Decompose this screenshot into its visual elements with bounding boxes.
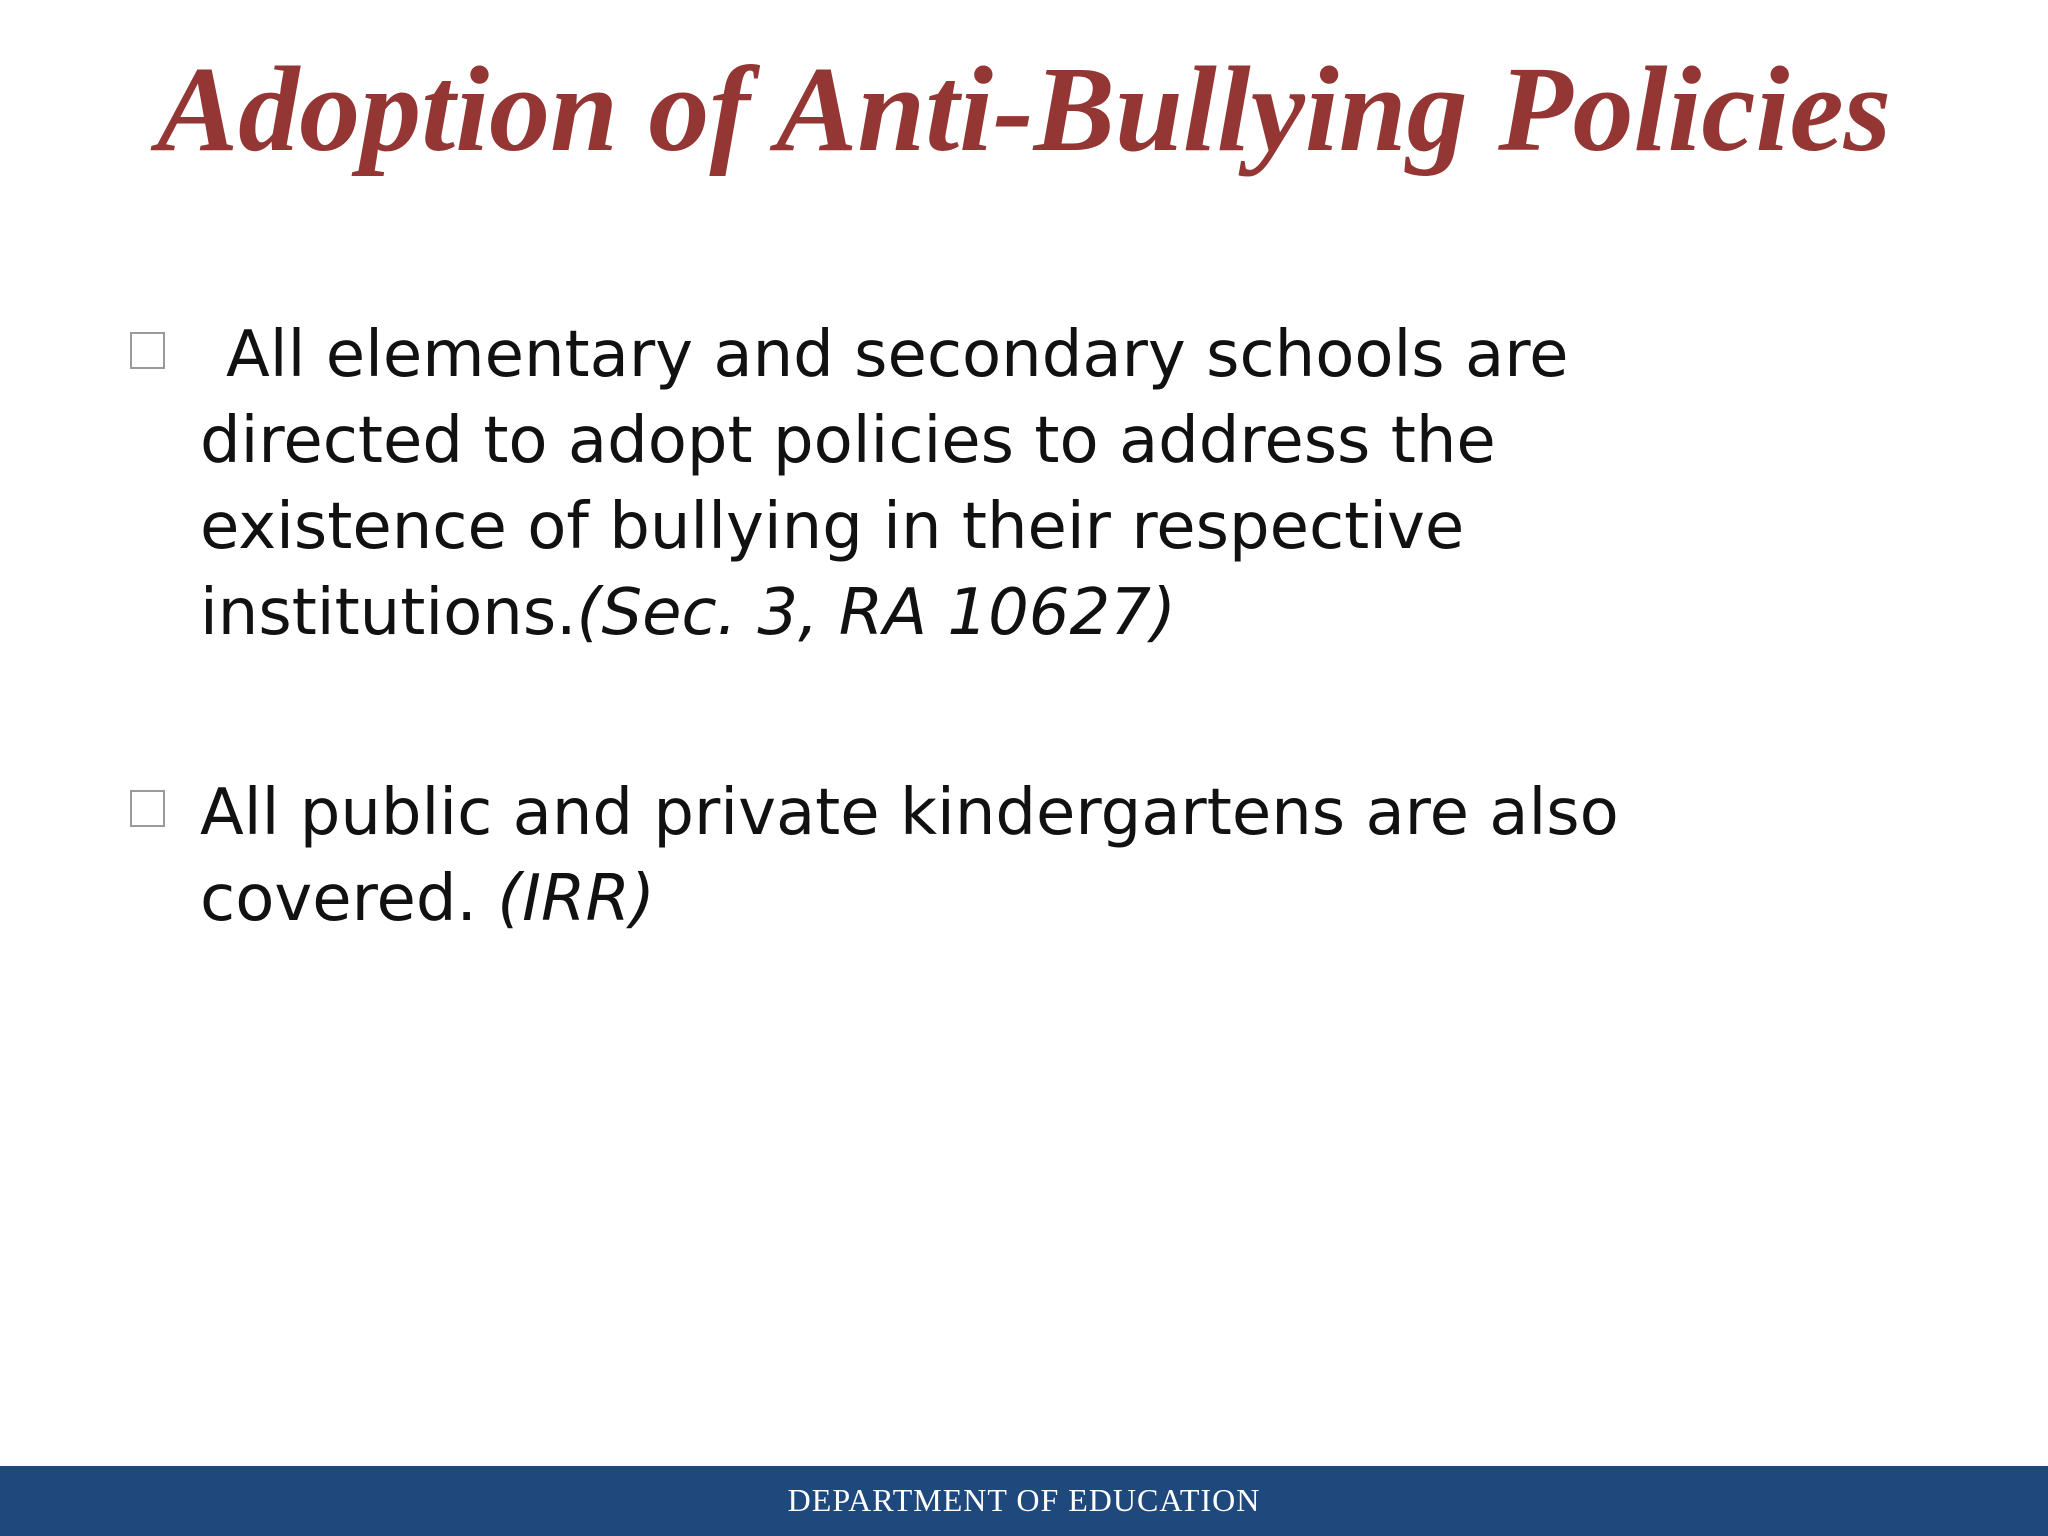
- bullet-line: existence of bullying in their respective: [200, 490, 1465, 564]
- bullet-line-text: covered.: [200, 862, 498, 936]
- slide-title: Adoption of Anti-Bullying Policies: [156, 42, 1892, 177]
- bullet-line-last: [200, 856, 1920, 942]
- footer-band: [0, 1466, 2048, 1536]
- bullet-line: directed to adopt policies to address the: [200, 404, 1496, 478]
- bullet-line-last: [200, 570, 1920, 656]
- bullet-text: [200, 770, 1920, 942]
- bullet-text: [200, 312, 1920, 656]
- citation: (Sec. 3, RA 10627): [576, 576, 1176, 650]
- checkbox-square-icon: [130, 790, 165, 827]
- checkbox-square-icon: [130, 332, 165, 369]
- footer-text: DEPARTMENT OF EDUCATION: [787, 1482, 1261, 1518]
- bullet-line-text: institutions.: [200, 576, 577, 650]
- bullet-line: All public and private kindergartens are also: [200, 776, 1619, 850]
- citation: (IRR): [497, 862, 655, 936]
- bullet-line: All elementary and secondary schools are: [226, 318, 1569, 392]
